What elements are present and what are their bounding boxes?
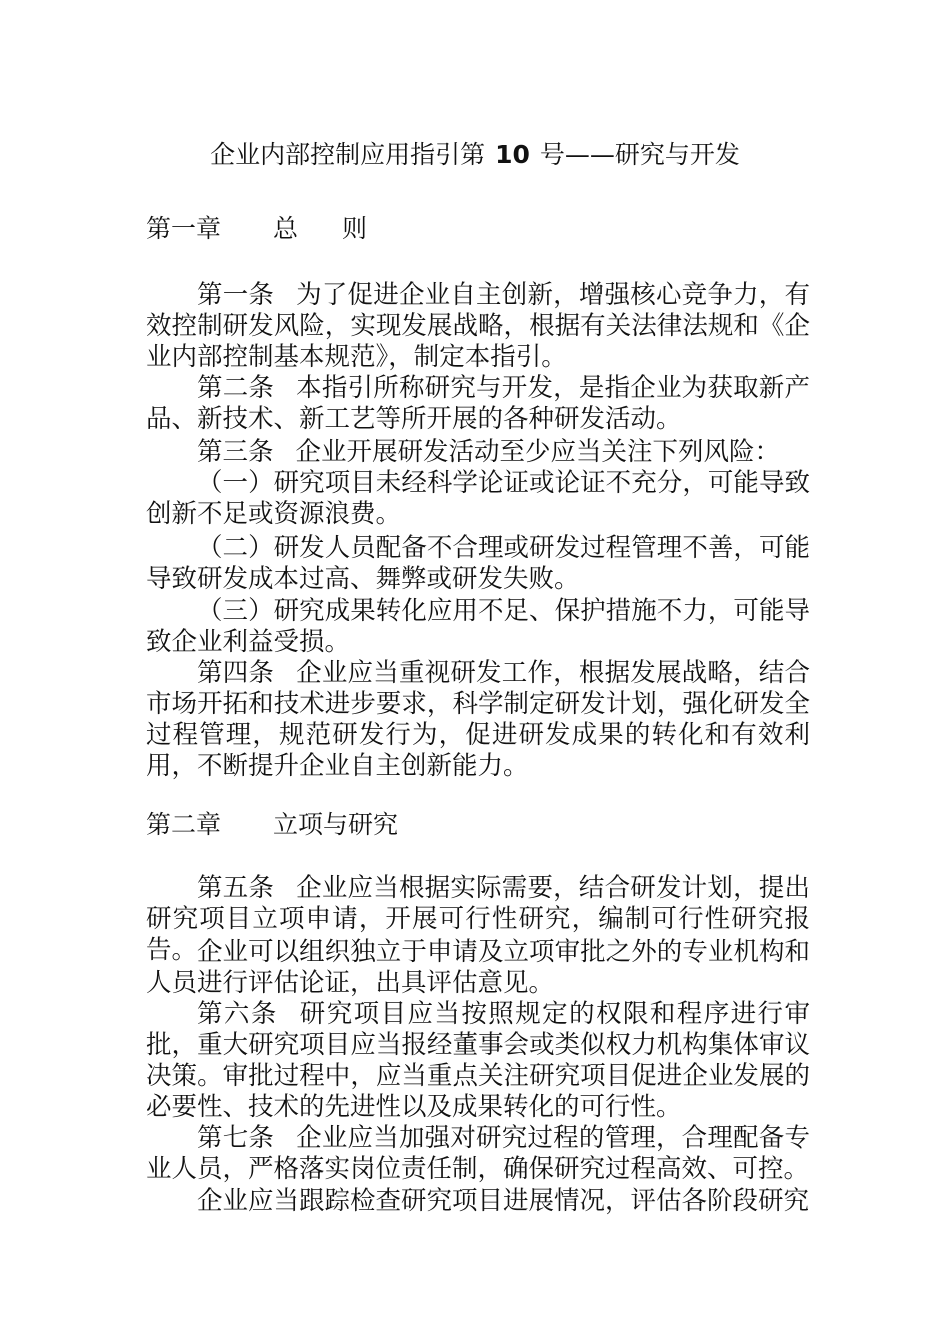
article-number: 第三条 xyxy=(197,437,274,467)
article-number: 第一条 xyxy=(197,280,275,310)
paragraph-text: 本指引所称研究与开发，是指企业为获取新产品、新技术、新工艺等所开展的各种研发活动。 xyxy=(146,373,810,434)
article-paragraph xyxy=(146,280,810,373)
body-paragraph xyxy=(146,937,810,999)
article-paragraph xyxy=(146,999,810,1123)
article-number: 第四条 xyxy=(197,658,275,688)
chapter-name: 总 则 xyxy=(273,214,385,243)
paragraph-text: （三）研究成果转化应用不足、保护措施不力，可能导致企业利益受损。 xyxy=(146,596,810,657)
paragraph-text: 企业应当重视研发工作，根据发展战略，结合市场开拓和技术进步要求，科学制定研发计划，强化研发全过程管理，规范研发行为，促进研发成果的转化和有效利用，不断提升企业自主创新能力。 xyxy=(146,658,810,781)
paragraph-text: 研究项目应当按照规定的权限和程序进行审批，重大研究项目应当报经董事会或类似权力机构集体审议决策。审批过程中，应当重点关注研究项目促进企业发展的必要性、技术的先进性以及成果转化的可行性。 xyxy=(146,999,810,1122)
article-number: 第七条 xyxy=(197,1123,275,1153)
paragraph-text: 为了促进企业自主创新，增强核心竞争力，有效控制研发风险，实现发展战略，根据有关法律法规和《企业内部控制基本规范》，制定本指引。 xyxy=(146,280,810,372)
list-item-paragraph xyxy=(146,596,810,658)
paragraph-text: 企业可以组织独立于申请及立项审批之外的专业机构和人员进行评估论证，出具评估意见。 xyxy=(146,937,810,998)
chapter-label: 第一章 xyxy=(146,214,222,243)
article-number: 第六条 xyxy=(197,999,278,1029)
list-item-paragraph xyxy=(146,468,810,530)
paragraph-text: 企业应当根据实际需要，结合研发计划，提出研究项目立项申请，开展可行性研究，编制可行性研究报告。 xyxy=(146,873,810,965)
list-item-paragraph xyxy=(146,533,810,595)
document-title xyxy=(0,138,950,172)
article-number: 第五条 xyxy=(197,873,275,903)
paragraph-text: 企业应当加强对研究过程的管理，合理配备专业人员，严格落实岗位责任制，确保研究过程高效、可控。 xyxy=(146,1123,810,1184)
article-number: 第二条 xyxy=(197,373,275,403)
article-paragraph xyxy=(146,373,810,435)
title-suffix: 号——研究与开发 xyxy=(539,140,740,169)
body-paragraph xyxy=(146,1186,810,1217)
paragraph-text: （一）研究项目未经科学论证或论证不充分，可能导致创新不足或资源浪费。 xyxy=(146,468,810,529)
chapter-label: 第二章 xyxy=(146,810,222,839)
paragraph-text: 企业应当跟踪检查研究项目进展情况，评估各阶段研究 xyxy=(197,1186,810,1216)
paragraph-text: （二）研发人员配备不合理或研发过程管理不善，可能导致研发成本过高、舞弊或研发失败。 xyxy=(146,533,810,594)
title-prefix: 企业内部控制应用指引第 xyxy=(210,140,486,169)
article-paragraph xyxy=(146,437,810,468)
article-paragraph xyxy=(146,1123,810,1185)
paragraph-text: 企业开展研发活动至少应当关注下列风险： xyxy=(295,437,781,467)
article-paragraph xyxy=(146,658,810,782)
title-number: 10 xyxy=(495,140,530,169)
chapter-heading-1 xyxy=(146,212,385,246)
chapter-heading-2 xyxy=(146,808,398,842)
chapter-name: 立项与研究 xyxy=(273,810,399,839)
